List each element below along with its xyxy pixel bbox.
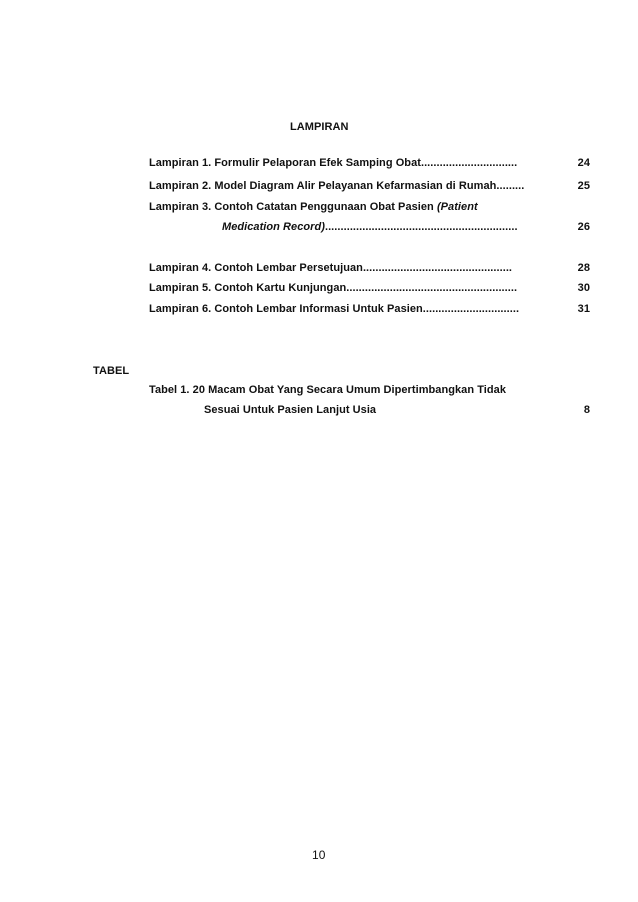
- toc-page-lampiran-5: 30: [577, 282, 590, 294]
- toc-entry-lampiran-3-continued: [222, 220, 518, 234]
- toc-entry-lampiran-2: Lampiran 2. Model Diagram Alir Pelayanan Kefarmasian di Rumah.........: [149, 180, 525, 192]
- toc-entry-lampiran-3-dots: ..............................................................: [324, 221, 518, 233]
- toc-entry-lampiran-5: Lampiran 5. Contoh Kartu Kunjungan.......................................................: [149, 282, 518, 294]
- toc-page-lampiran-1: 24: [577, 157, 590, 169]
- toc-entry-lampiran-3: [149, 200, 478, 214]
- toc-page-tabel-1: 8: [583, 404, 590, 416]
- toc-entry-tabel-1-continued: Sesuai Untuk Pasien Lanjut Usia: [204, 404, 377, 416]
- toc-page-lampiran-4: 28: [577, 262, 590, 274]
- page-number: 10: [312, 848, 326, 862]
- toc-entry-lampiran-4: Lampiran 4. Contoh Lembar Persetujuan................................................: [149, 262, 513, 274]
- toc-page-lampiran-2: 25: [577, 180, 590, 192]
- toc-page-lampiran-6: 31: [577, 303, 590, 315]
- toc-page-lampiran-3: 26: [577, 221, 590, 233]
- section-heading-tabel: TABEL: [93, 365, 130, 377]
- toc-entry-tabel-1: Tabel 1. 20 Macam Obat Yang Secara Umum Dipertimbangkan Tidak: [149, 384, 507, 396]
- toc-entry-lampiran-1: Lampiran 1. Formulir Pelaporan Efek Samping Obat...............................: [149, 157, 518, 169]
- toc-entry-lampiran-6: Lampiran 6. Contoh Lembar Informasi Untuk Pasien...............................: [149, 303, 520, 315]
- page-title: LAMPIRAN: [290, 121, 349, 133]
- toc-entry-lampiran-3-italic: (Patient: [436, 201, 478, 213]
- toc-entry-lampiran-3-italic-continued: Medication Record): [222, 221, 325, 233]
- toc-entry-lampiran-3-text: Lampiran 3. Contoh Catatan Penggunaan Obat Pasien: [149, 201, 437, 213]
